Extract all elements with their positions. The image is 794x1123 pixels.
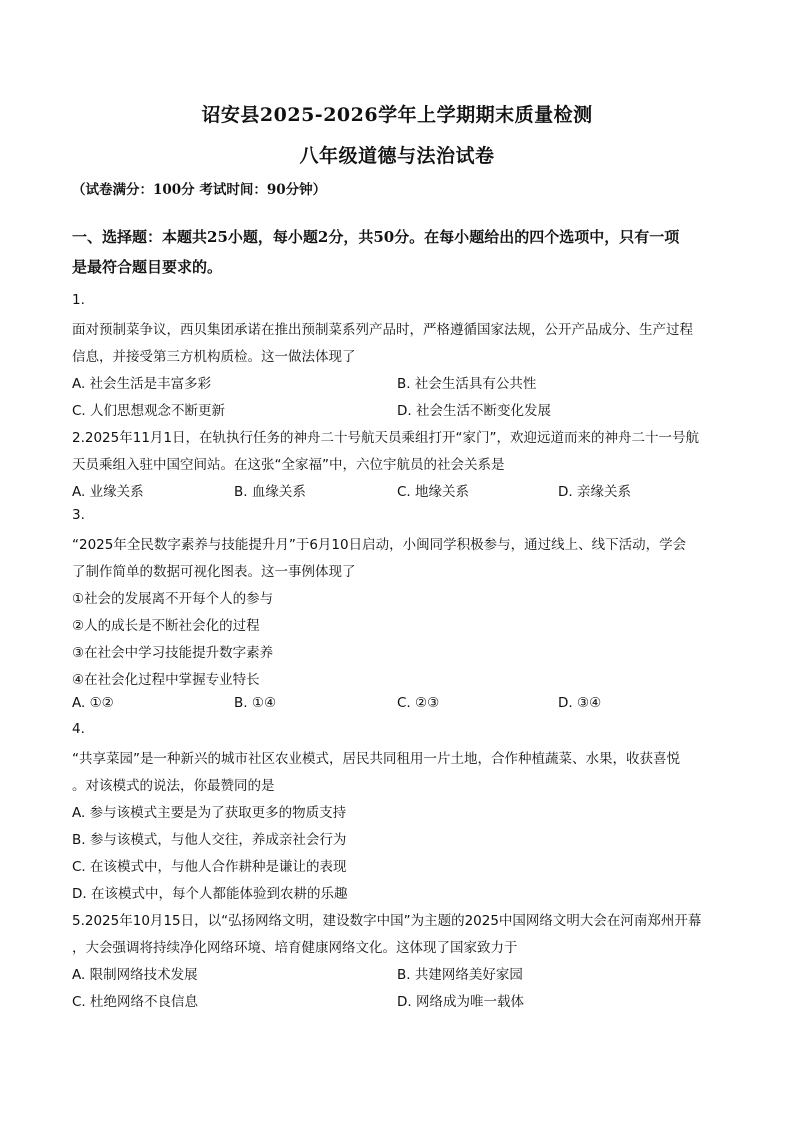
question-text: 。对该模式的说法，你最赞同的是 [72,778,275,794]
option-d: D. 社会生活不断变化发展 [397,403,551,419]
option-b: B. 社会生活具有公共性 [397,376,537,392]
option-d: D. 网络成为唯一载体 [397,994,524,1010]
option-c: C. 在该模式中，与他人合作耕种是谦让的表现 [72,859,347,875]
statement-item: ③在社会中学习技能提升数字素养 [72,645,274,661]
option-b: B. 参与该模式，与他人交往，养成亲社会行为 [72,832,347,848]
question-text: ，大会强调将持续净化网络环境、培育健康网络文化。这体现了国家致力于 [72,940,518,956]
option-c: C. 地缘关系 [397,484,470,500]
question-text: 信息，并接受第三方机构质检。这一做法体现了 [72,349,356,365]
question-number: 3. [72,507,85,523]
option-a: A. ①② [72,695,114,711]
option-b: B. 血缘关系 [234,484,306,500]
question-text: 5.2025年10月15日，以“弘扬网络文明，建设数字中国”为主题的2025中国网络文明大会在河南郑州开幕 [72,913,702,929]
question-number: 4. [72,721,85,737]
option-c: C. 人们思想观念不断更新 [72,403,226,419]
option-b: B. 共建网络美好家园 [397,967,523,983]
option-b: B. ①④ [234,695,277,711]
option-c: C. ②③ [397,695,440,711]
statement-item: ②人的成长是不断社会化的过程 [72,618,260,634]
statement-item: ④在社会化过程中掌握专业特长 [72,672,260,688]
section-heading-line: 是最符合题目要求的。 [72,258,223,276]
option-d: D. 亲缘关系 [558,484,631,500]
section-heading [72,222,732,282]
question-text: 了制作简单的数据可视化图表。这一事例体现了 [72,564,356,580]
question-text: 天员乘组入驻中国空间站。在这张“全家福”中，六位宇航员的社会关系是 [72,457,505,473]
option-a: A. 参与该模式主要是为了获取更多的物质支持 [72,805,347,821]
option-a: A. 社会生活是丰富多彩 [72,376,212,392]
question-number: 1. [72,292,85,308]
question-text: 2.2025年11月1日，在轨执行任务的神舟二十号航天员乘组打开“家门”，欢迎远道而来的神舟二十一号航 [72,430,699,446]
question-text: “共享菜园”是一种新兴的城市社区农业模式，居民共同租用一片土地，合作种植蔬菜、水果，收获喜悦 [72,751,680,767]
question-text: 面对预制菜争议，西贝集团承诺在推出预制菜系列产品时，严格遵循国家法规，公开产品成分、生产过程 [72,322,693,338]
section-heading-line: 一、选择题：本题共25小题，每小题2分，共50分。在每小题给出的四个选项中，只有一项 [72,228,680,246]
option-a: A. 限制网络技术发展 [72,967,198,983]
exam-title: 诏安县2025-2026学年上学期期末质量检测 [201,104,593,126]
option-a: A. 业缘关系 [72,484,144,500]
option-d: D. ③④ [558,695,602,711]
question-text: “2025年全民数字素养与技能提升月”于6月10日启动，小闽同学积极参与，通过线上、线下活动，学会 [72,537,687,553]
option-d: D. 在该模式中，每个人都能体验到农耕的乐趣 [72,886,348,902]
option-c: C. 杜绝网络不良信息 [72,994,199,1010]
exam-meta: （试卷满分：100分 考试时间：90分钟） [72,182,327,198]
statement-item: ①社会的发展离不开每个人的参与 [72,591,274,607]
exam-subtitle: 八年级道德与法治试卷 [299,145,495,167]
